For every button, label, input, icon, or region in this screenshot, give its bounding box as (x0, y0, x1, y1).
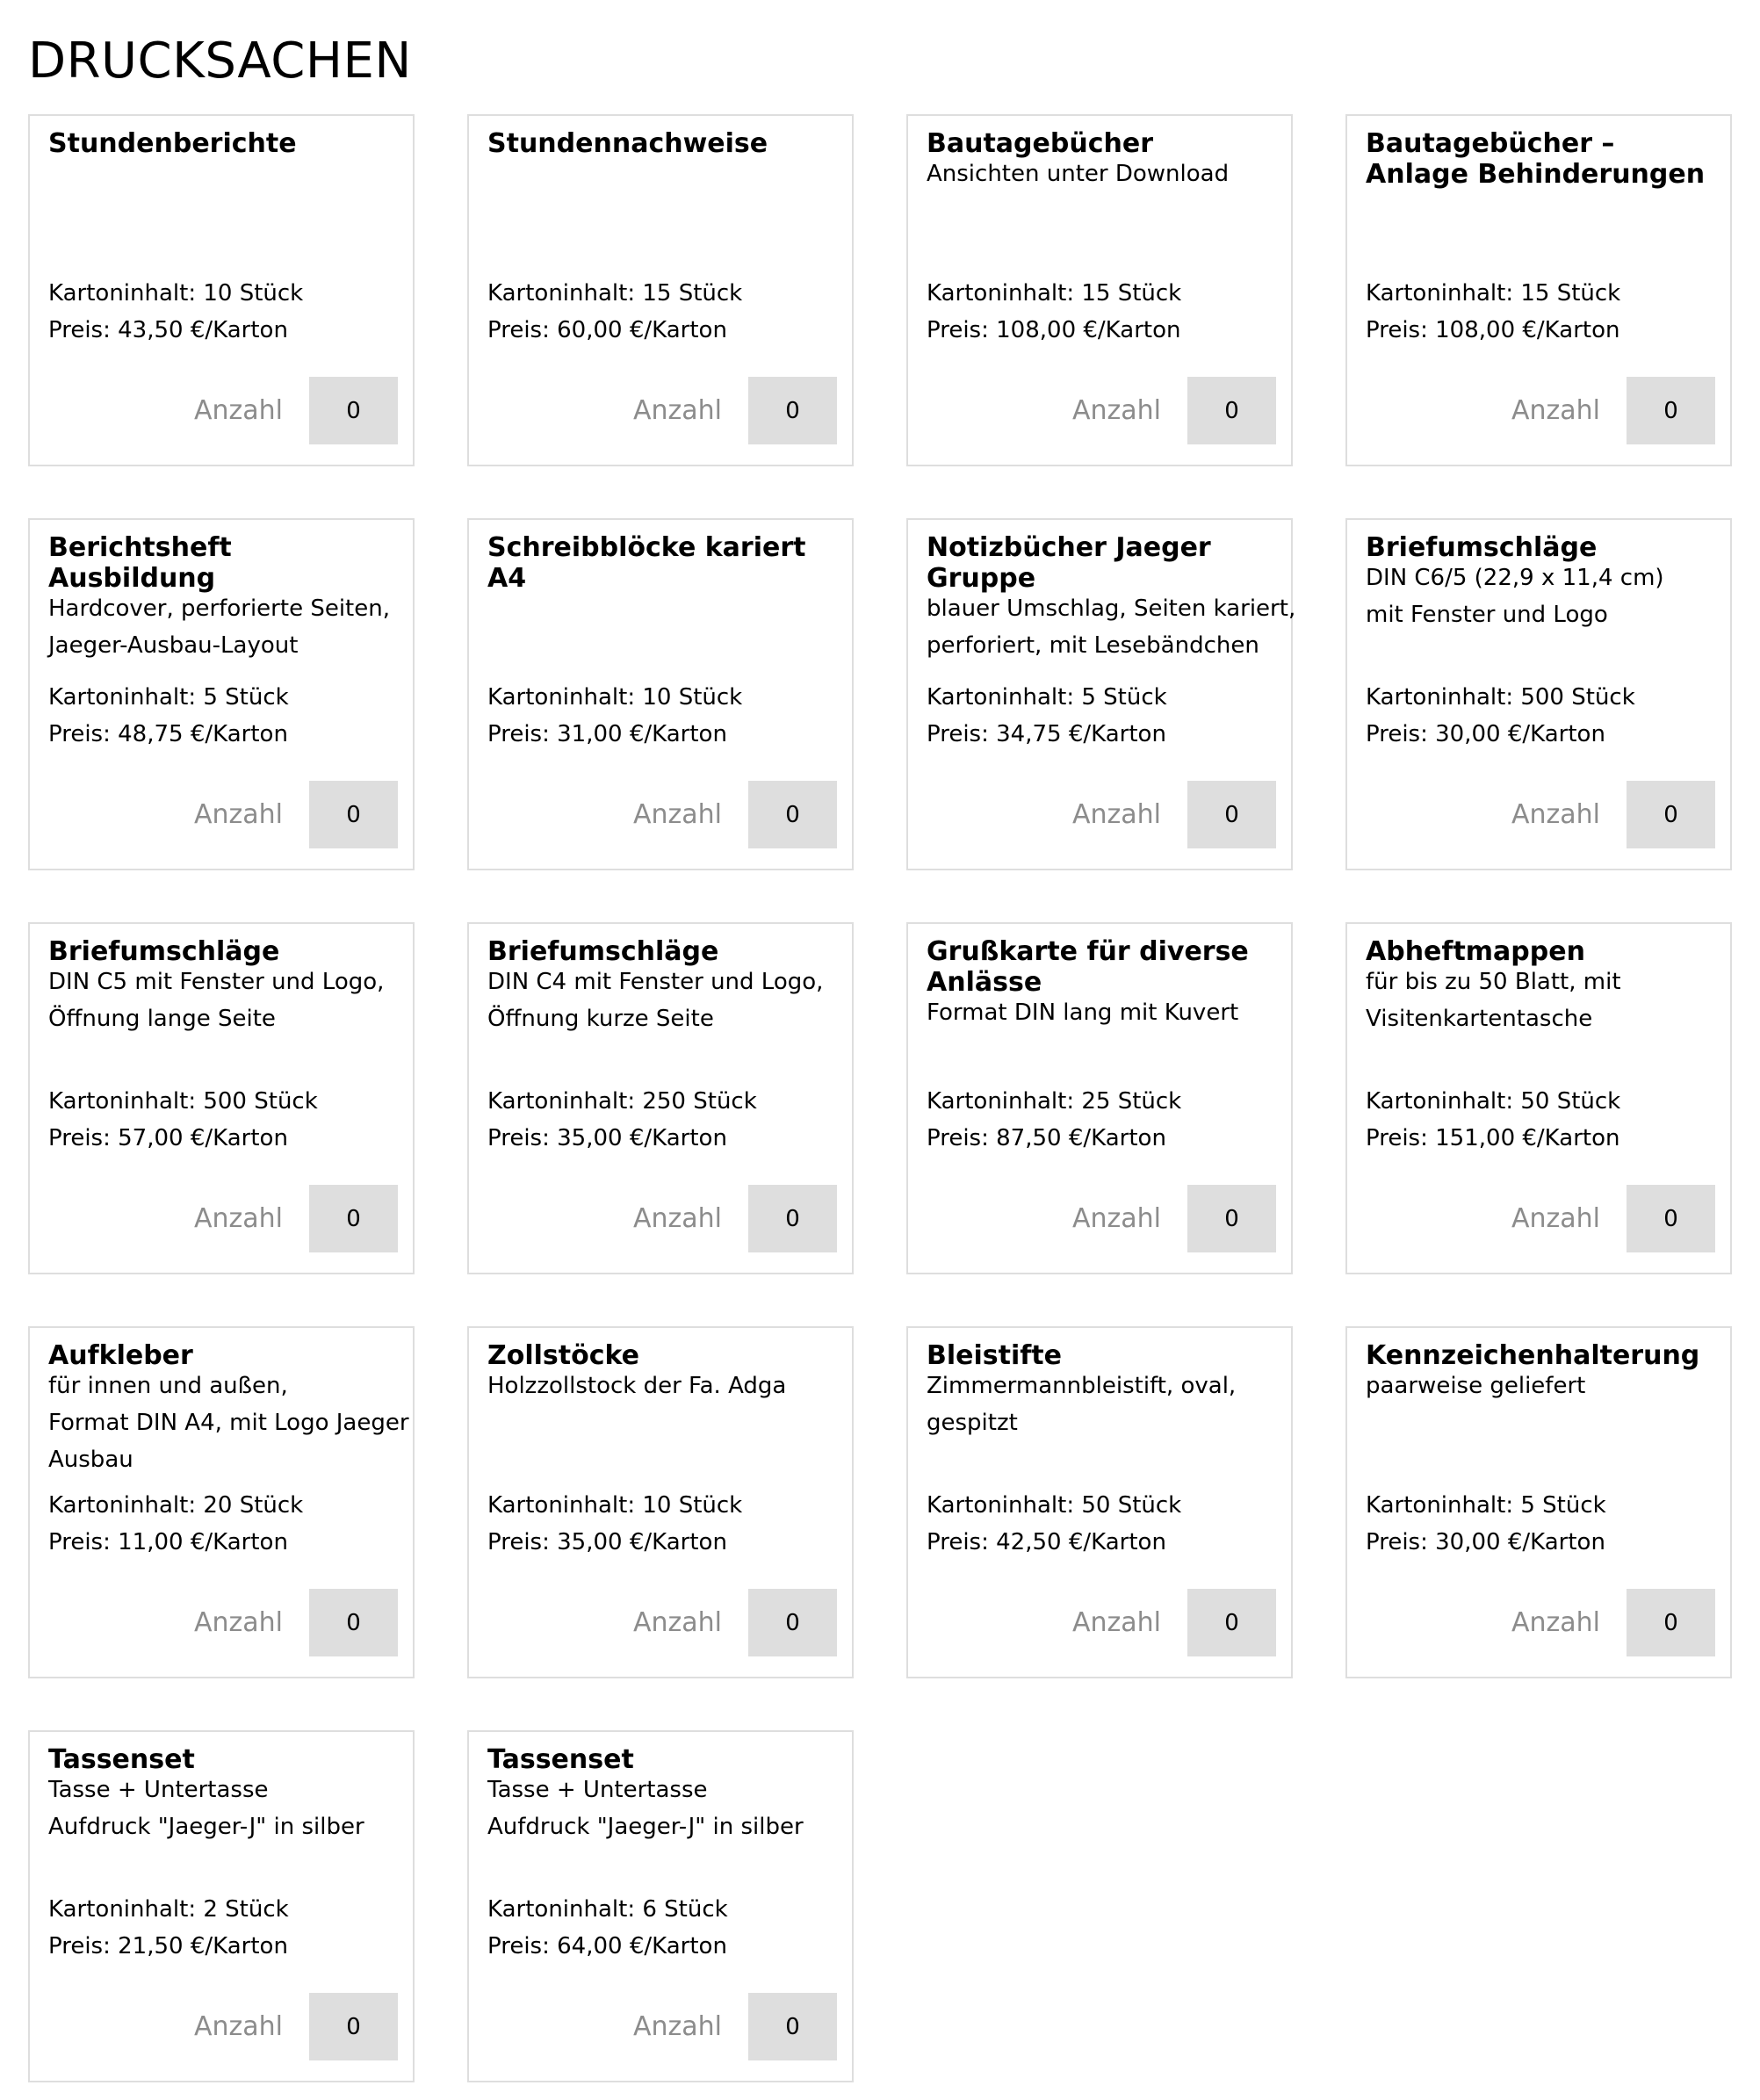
description-line: gespitzt (927, 1410, 1018, 1436)
quantity-label: Anzahl (193, 1607, 283, 1638)
carton-price: Preis: 64,00 €/Karton (487, 1933, 727, 1959)
quantity-label: Anzahl (1071, 1607, 1161, 1638)
quantity-input[interactable] (309, 1993, 398, 2060)
quantity-input[interactable] (1627, 377, 1715, 444)
quantity-label: Anzahl (1511, 799, 1600, 830)
quantity-input[interactable] (748, 781, 837, 848)
quantity-label: Anzahl (1511, 1607, 1600, 1638)
product-card (467, 1326, 854, 1678)
product-title: Stundenberichte (48, 128, 297, 159)
product-card (906, 922, 1293, 1274)
description-line: Zimmermannbleistift, oval, (927, 1373, 1237, 1399)
carton-content: Kartoninhalt: 10 Stück (487, 684, 743, 711)
product-description (487, 963, 843, 1037)
carton-price: Preis: 42,50 €/Karton (927, 1529, 1166, 1555)
description-line: für bis zu 50 Blatt, mit (1366, 969, 1621, 995)
product-description (48, 1368, 409, 1478)
description-line: mit Fenster und Logo (1366, 602, 1608, 628)
carton-price: Preis: 108,00 €/Karton (927, 317, 1181, 343)
quantity-label: Anzahl (1511, 1203, 1600, 1234)
product-description (48, 1772, 404, 1845)
product-title: Briefumschläge (487, 936, 719, 967)
description-line: DIN C6/5 (22,9 x 11,4 cm) (1366, 565, 1664, 591)
product-card (906, 114, 1293, 466)
product-title: Bautagebücher (927, 128, 1153, 159)
carton-content: Kartoninhalt: 50 Stück (1366, 1088, 1621, 1115)
quantity-input[interactable] (748, 1589, 837, 1656)
description-line: blauer Umschlag, Seiten kariert, (927, 595, 1296, 622)
product-card (28, 518, 415, 870)
product-title: Aufkleber (48, 1340, 193, 1371)
carton-content: Kartoninhalt: 5 Stück (1366, 1492, 1606, 1519)
description-line: Öffnung lange Seite (48, 1006, 276, 1032)
product-card (1345, 518, 1732, 870)
quantity-input[interactable] (1187, 377, 1276, 444)
carton-content: Kartoninhalt: 6 Stück (487, 1896, 728, 1923)
product-card (1345, 1326, 1732, 1678)
quantity-label: Anzahl (632, 2011, 722, 2042)
carton-price: Preis: 30,00 €/Karton (1366, 721, 1605, 747)
carton-content: Kartoninhalt: 10 Stück (487, 1492, 743, 1519)
carton-price: Preis: 31,00 €/Karton (487, 721, 727, 747)
product-title: Berichtsheft Ausbildung (48, 532, 232, 594)
carton-price: Preis: 30,00 €/Karton (1366, 1529, 1605, 1555)
product-description (927, 155, 1282, 192)
description-line: Ausbau (48, 1447, 133, 1473)
product-title: Schreibblöcke kariert A4 (487, 532, 806, 594)
description-line: Jaeger-Ausbau-Layout (48, 632, 299, 659)
carton-content: Kartoninhalt: 50 Stück (927, 1492, 1182, 1519)
carton-price: Preis: 35,00 €/Karton (487, 1125, 727, 1151)
quantity-label: Anzahl (1071, 799, 1161, 830)
quantity-label: Anzahl (632, 1607, 722, 1638)
quantity-label: Anzahl (632, 395, 722, 426)
quantity-label: Anzahl (632, 1203, 722, 1234)
description-line: Ansichten unter Download (927, 161, 1230, 187)
product-description (927, 1368, 1282, 1441)
product-card (28, 114, 415, 466)
product-title: Zollstöcke (487, 1340, 640, 1371)
carton-content: Kartoninhalt: 500 Stück (48, 1088, 318, 1115)
description-line: DIN C5 mit Fenster und Logo, (48, 969, 385, 995)
product-card (906, 1326, 1293, 1678)
product-card (1345, 922, 1732, 1274)
carton-price: Preis: 60,00 €/Karton (487, 317, 727, 343)
carton-price: Preis: 35,00 €/Karton (487, 1529, 727, 1555)
product-title: Stundennachweise (487, 128, 768, 159)
carton-price: Preis: 108,00 €/Karton (1366, 317, 1620, 343)
description-line: Visitenkartentasche (1366, 1006, 1593, 1032)
quantity-label: Anzahl (193, 1203, 283, 1234)
description-line: für innen und außen, (48, 1373, 288, 1399)
description-line: Aufdruck "Jaeger-J" in silber (487, 1814, 804, 1840)
carton-price: Preis: 87,50 €/Karton (927, 1125, 1166, 1151)
quantity-input[interactable] (1187, 1589, 1276, 1656)
carton-content: Kartoninhalt: 500 Stück (1366, 684, 1635, 711)
carton-content: Kartoninhalt: 2 Stück (48, 1896, 289, 1923)
quantity-input[interactable] (1627, 1185, 1715, 1252)
product-card (467, 518, 854, 870)
description-line: Format DIN lang mit Kuvert (927, 999, 1239, 1026)
product-description (1366, 963, 1721, 1037)
quantity-input[interactable] (309, 1589, 398, 1656)
carton-content: Kartoninhalt: 25 Stück (927, 1088, 1182, 1115)
quantity-input[interactable] (1187, 1185, 1276, 1252)
product-description (1366, 1368, 1721, 1404)
quantity-input[interactable] (748, 1185, 837, 1252)
carton-price: Preis: 43,50 €/Karton (48, 317, 288, 343)
description-line: perforiert, mit Lesebändchen (927, 632, 1259, 659)
product-card (1345, 114, 1732, 466)
product-title: Kennzeichenhalterung (1366, 1340, 1700, 1371)
carton-price: Preis: 48,75 €/Karton (48, 721, 288, 747)
carton-price: Preis: 151,00 €/Karton (1366, 1125, 1620, 1151)
product-title: Tassenset (48, 1744, 195, 1775)
carton-price: Preis: 34,75 €/Karton (927, 721, 1166, 747)
product-description (487, 1772, 843, 1845)
product-card (467, 922, 854, 1274)
quantity-label: Anzahl (1071, 1203, 1161, 1234)
product-title: Bleistifte (927, 1340, 1062, 1371)
product-card (28, 922, 415, 1274)
description-line: Öffnung kurze Seite (487, 1006, 714, 1032)
product-title: Briefumschläge (1366, 532, 1598, 563)
carton-content: Kartoninhalt: 15 Stück (927, 280, 1182, 307)
carton-price: Preis: 21,50 €/Karton (48, 1933, 288, 1959)
page-title: DRUCKSACHEN (28, 32, 412, 90)
carton-content: Kartoninhalt: 5 Stück (927, 684, 1167, 711)
product-title: Abheftmappen (1366, 936, 1585, 967)
carton-price: Preis: 11,00 €/Karton (48, 1529, 288, 1555)
quantity-label: Anzahl (193, 395, 283, 426)
carton-content: Kartoninhalt: 250 Stück (487, 1088, 757, 1115)
quantity-input[interactable] (748, 1993, 837, 2060)
product-description (927, 590, 1296, 664)
product-card (28, 1730, 415, 2082)
quantity-input[interactable] (309, 1185, 398, 1252)
carton-content: Kartoninhalt: 5 Stück (48, 684, 289, 711)
quantity-label: Anzahl (193, 799, 283, 830)
quantity-label: Anzahl (1511, 395, 1600, 426)
quantity-input[interactable] (748, 377, 837, 444)
product-description (487, 1368, 843, 1404)
quantity-input[interactable] (1627, 781, 1715, 848)
quantity-input[interactable] (1187, 781, 1276, 848)
product-description (48, 963, 404, 1037)
product-description (48, 590, 404, 664)
description-line: Aufdruck "Jaeger-J" in silber (48, 1814, 364, 1840)
description-line: paarweise geliefert (1366, 1373, 1586, 1399)
carton-content: Kartoninhalt: 20 Stück (48, 1492, 304, 1519)
description-line: DIN C4 mit Fenster und Logo, (487, 969, 824, 995)
product-description (927, 994, 1282, 1031)
product-card (467, 1730, 854, 2082)
product-description (1366, 559, 1721, 633)
carton-content: Kartoninhalt: 10 Stück (48, 280, 304, 307)
quantity-input[interactable] (309, 781, 398, 848)
product-title: Bautagebücher – Anlage Behinderungen (1366, 128, 1706, 190)
product-title: Notizbücher Jaeger Gruppe (927, 532, 1211, 594)
carton-content: Kartoninhalt: 15 Stück (487, 280, 743, 307)
quantity-input[interactable] (309, 377, 398, 444)
description-line: Tasse + Untertasse (48, 1777, 269, 1803)
description-line: Holzzollstock der Fa. Adga (487, 1373, 787, 1399)
quantity-label: Anzahl (193, 2011, 283, 2042)
description-line: Format DIN A4, mit Logo Jaeger (48, 1410, 409, 1436)
product-title: Tassenset (487, 1744, 634, 1775)
description-line: Tasse + Untertasse (487, 1777, 708, 1803)
quantity-input[interactable] (1627, 1589, 1715, 1656)
product-title: Briefumschläge (48, 936, 280, 967)
product-card (28, 1326, 415, 1678)
quantity-label: Anzahl (632, 799, 722, 830)
carton-price: Preis: 57,00 €/Karton (48, 1125, 288, 1151)
product-card (467, 114, 854, 466)
product-title: Grußkarte für diverse Anlässe (927, 936, 1249, 998)
product-card (906, 518, 1296, 870)
carton-content: Kartoninhalt: 15 Stück (1366, 280, 1621, 307)
description-line: Hardcover, perforierte Seiten, (48, 595, 390, 622)
quantity-label: Anzahl (1071, 395, 1161, 426)
